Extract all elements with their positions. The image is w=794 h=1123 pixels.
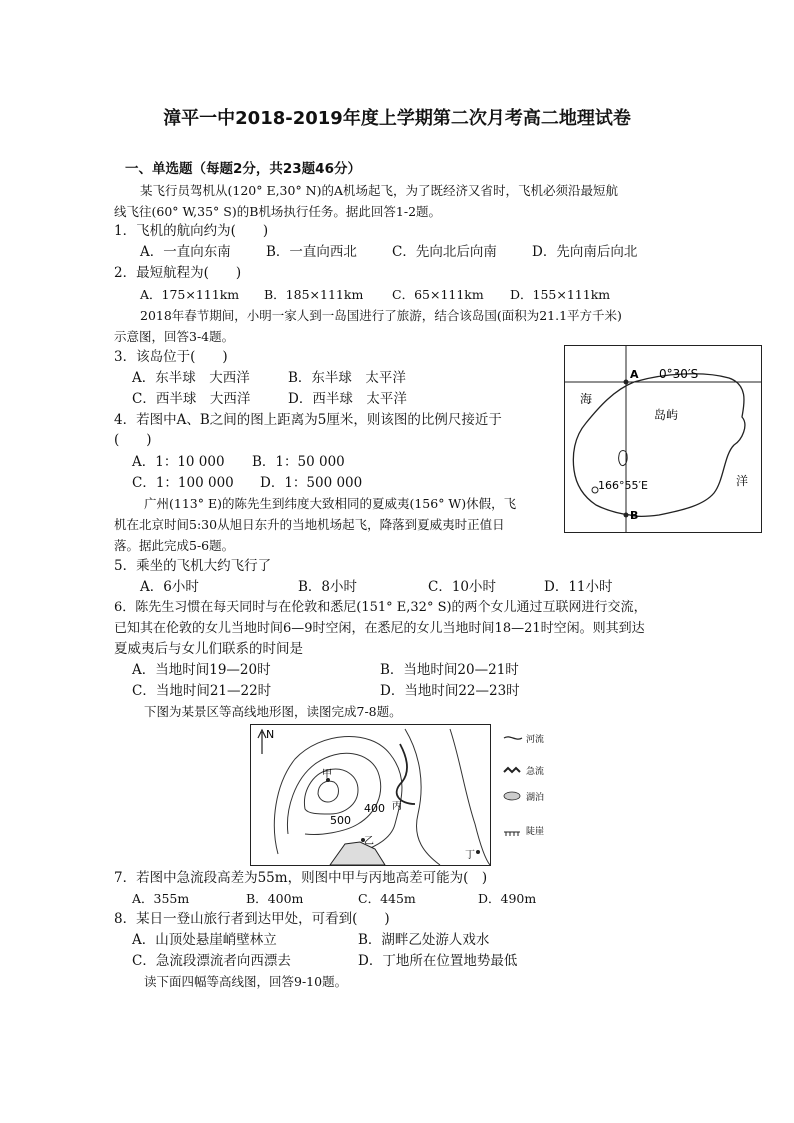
option: A．355m — [132, 891, 190, 906]
point-yi-label: 乙 — [364, 836, 374, 847]
option: D．1：500 000 — [260, 475, 363, 491]
intro-text: 示意图，回答3-4题。 — [114, 329, 235, 344]
contour-label-500: 500 — [330, 814, 351, 827]
page-title: 漳平一中2018-2019年度上学期第二次月考高二地理试卷 — [163, 108, 631, 129]
option: A．当地时间19—20时 — [132, 662, 271, 678]
intro-text: 线飞往(60° W,35° S)的B机场执行任务。据此回答1-2题。 — [114, 204, 442, 219]
question-stem: 3．该岛位于( ) — [114, 349, 228, 365]
point-b-label: B — [630, 509, 639, 522]
option: C．65×111km — [392, 287, 484, 302]
intro-text: 广州(113° E)的陈先生到纬度大致相同的夏威夷(156° W)休假，飞 — [144, 496, 517, 511]
legend-lake: 湖泊 — [526, 793, 545, 803]
lake-legend-icon — [504, 792, 520, 800]
option: C．急流段漂流者向西漂去 — [132, 953, 291, 969]
option: B．当地时间20—21时 — [380, 662, 519, 678]
question-stem: ( ) — [114, 432, 152, 448]
sea-label: 海 — [580, 392, 593, 406]
option: D．155×111km — [510, 287, 611, 302]
contour-map — [250, 724, 550, 866]
island-label: 岛屿 — [654, 408, 679, 422]
option: C．当地时间21—22时 — [132, 683, 272, 699]
legend-river: 河流 — [526, 735, 545, 745]
option: A．东半球 大西洋 — [132, 370, 250, 386]
option: B．东半球 太平洋 — [288, 370, 406, 386]
option: A．175×111km — [140, 287, 240, 302]
intro-text: 2018年春节期间，小明一家人到一岛国进行了旅游，结合该岛国(面积为21.1平方千米) — [140, 308, 622, 323]
option: D．11小时 — [544, 579, 613, 595]
latitude-label: 0°30′S — [659, 367, 699, 381]
option: D．西半球 太平洋 — [288, 391, 407, 407]
option: C．西半球 大西洋 — [132, 391, 251, 407]
option: B．400m — [246, 891, 304, 906]
rapids-legend-icon — [504, 768, 520, 772]
river-legend-icon — [504, 737, 522, 739]
point-a-label: A — [630, 368, 639, 381]
option: D．490m — [478, 891, 537, 906]
intro-text: 某飞行员驾机从(120° E,30° N)的A机场起飞，为了既经济又省时，飞机必须沿最短航 — [140, 183, 619, 198]
intro-text: 下图为某景区等高线地形图，读图完成7-8题。 — [144, 704, 402, 719]
option: D．当地时间22—23时 — [380, 683, 520, 699]
option: A．山顶处悬崖峭壁林立 — [132, 932, 277, 948]
point-ding-marker — [476, 850, 480, 854]
option: B．8小时 — [298, 579, 358, 595]
cliff-legend-icon — [504, 832, 520, 836]
question-stem: 5．乘坐的飞机大约飞行了 — [114, 558, 272, 574]
option: C．10小时 — [428, 579, 497, 595]
option: B．185×111km — [264, 287, 364, 302]
option: A．6小时 — [140, 579, 199, 595]
option: B．湖畔乙处游人戏水 — [358, 932, 490, 948]
section-heading: 一、单选题（每题2分，共23题46分） — [125, 161, 361, 177]
contour-label-400: 400 — [364, 802, 385, 815]
question-stem: 已知其在伦敦的女儿当地时间6—9时空闲，在悉尼的女儿当地时间18—21时空闲。则其到达 — [114, 621, 645, 636]
point-ding-label: 丁 — [465, 850, 475, 861]
intro-text: 机在北京时间5:30从旭日东升的当地机场起飞，降落到夏威夷时正值日 — [114, 517, 505, 532]
question-stem: 4．若图中A、B之间的图上距离为5厘米，则该图的比例尺接近于 — [114, 412, 502, 428]
ocean-label: 洋 — [736, 474, 749, 488]
option: C．先向北后向南 — [392, 244, 497, 260]
option: D．先向南后向北 — [532, 244, 638, 260]
question-stem: 1．飞机的航向约为( ) — [114, 223, 269, 239]
option: C．1：100 000 — [132, 475, 234, 491]
option: C．445m — [358, 891, 416, 906]
intro-text: 读下面四幅等高线图，回答9-10题。 — [144, 974, 348, 989]
option: B．一直向西北 — [266, 244, 357, 260]
point-bing-label: 丙 — [392, 801, 402, 812]
island-map — [564, 345, 762, 533]
longitude-label: 166°55′E — [598, 479, 648, 492]
legend-rapids: 急流 — [526, 767, 545, 777]
option: B．1：50 000 — [252, 454, 345, 470]
question-stem: 2．最短航程为( ) — [114, 265, 242, 281]
option: D．丁地所在位置地势最低 — [358, 953, 518, 969]
point-a-marker — [624, 380, 629, 385]
question-stem: 6．陈先生习惯在每天同时与在伦敦和悉尼(151° E,32° S)的两个女儿通过互联网进行交流， — [114, 600, 647, 615]
option: A．一直向东南 — [140, 244, 231, 260]
point-jia-label: 甲 — [322, 769, 332, 780]
option: A．1：10 000 — [132, 454, 225, 470]
question-stem: 夏威夷后与女儿们联系的时间是 — [114, 641, 303, 657]
question-stem: 7．若图中急流段高差为55m，则图中甲与丙地高差可能为( ) — [114, 870, 488, 886]
point-b-marker — [624, 513, 629, 518]
legend-cliff: 陡崖 — [526, 827, 545, 837]
intro-text: 落。据此完成5-6题。 — [114, 538, 235, 553]
question-stem: 8．某日一登山旅行者到达甲处，可看到( ) — [114, 911, 390, 927]
north-label: N — [266, 728, 275, 741]
